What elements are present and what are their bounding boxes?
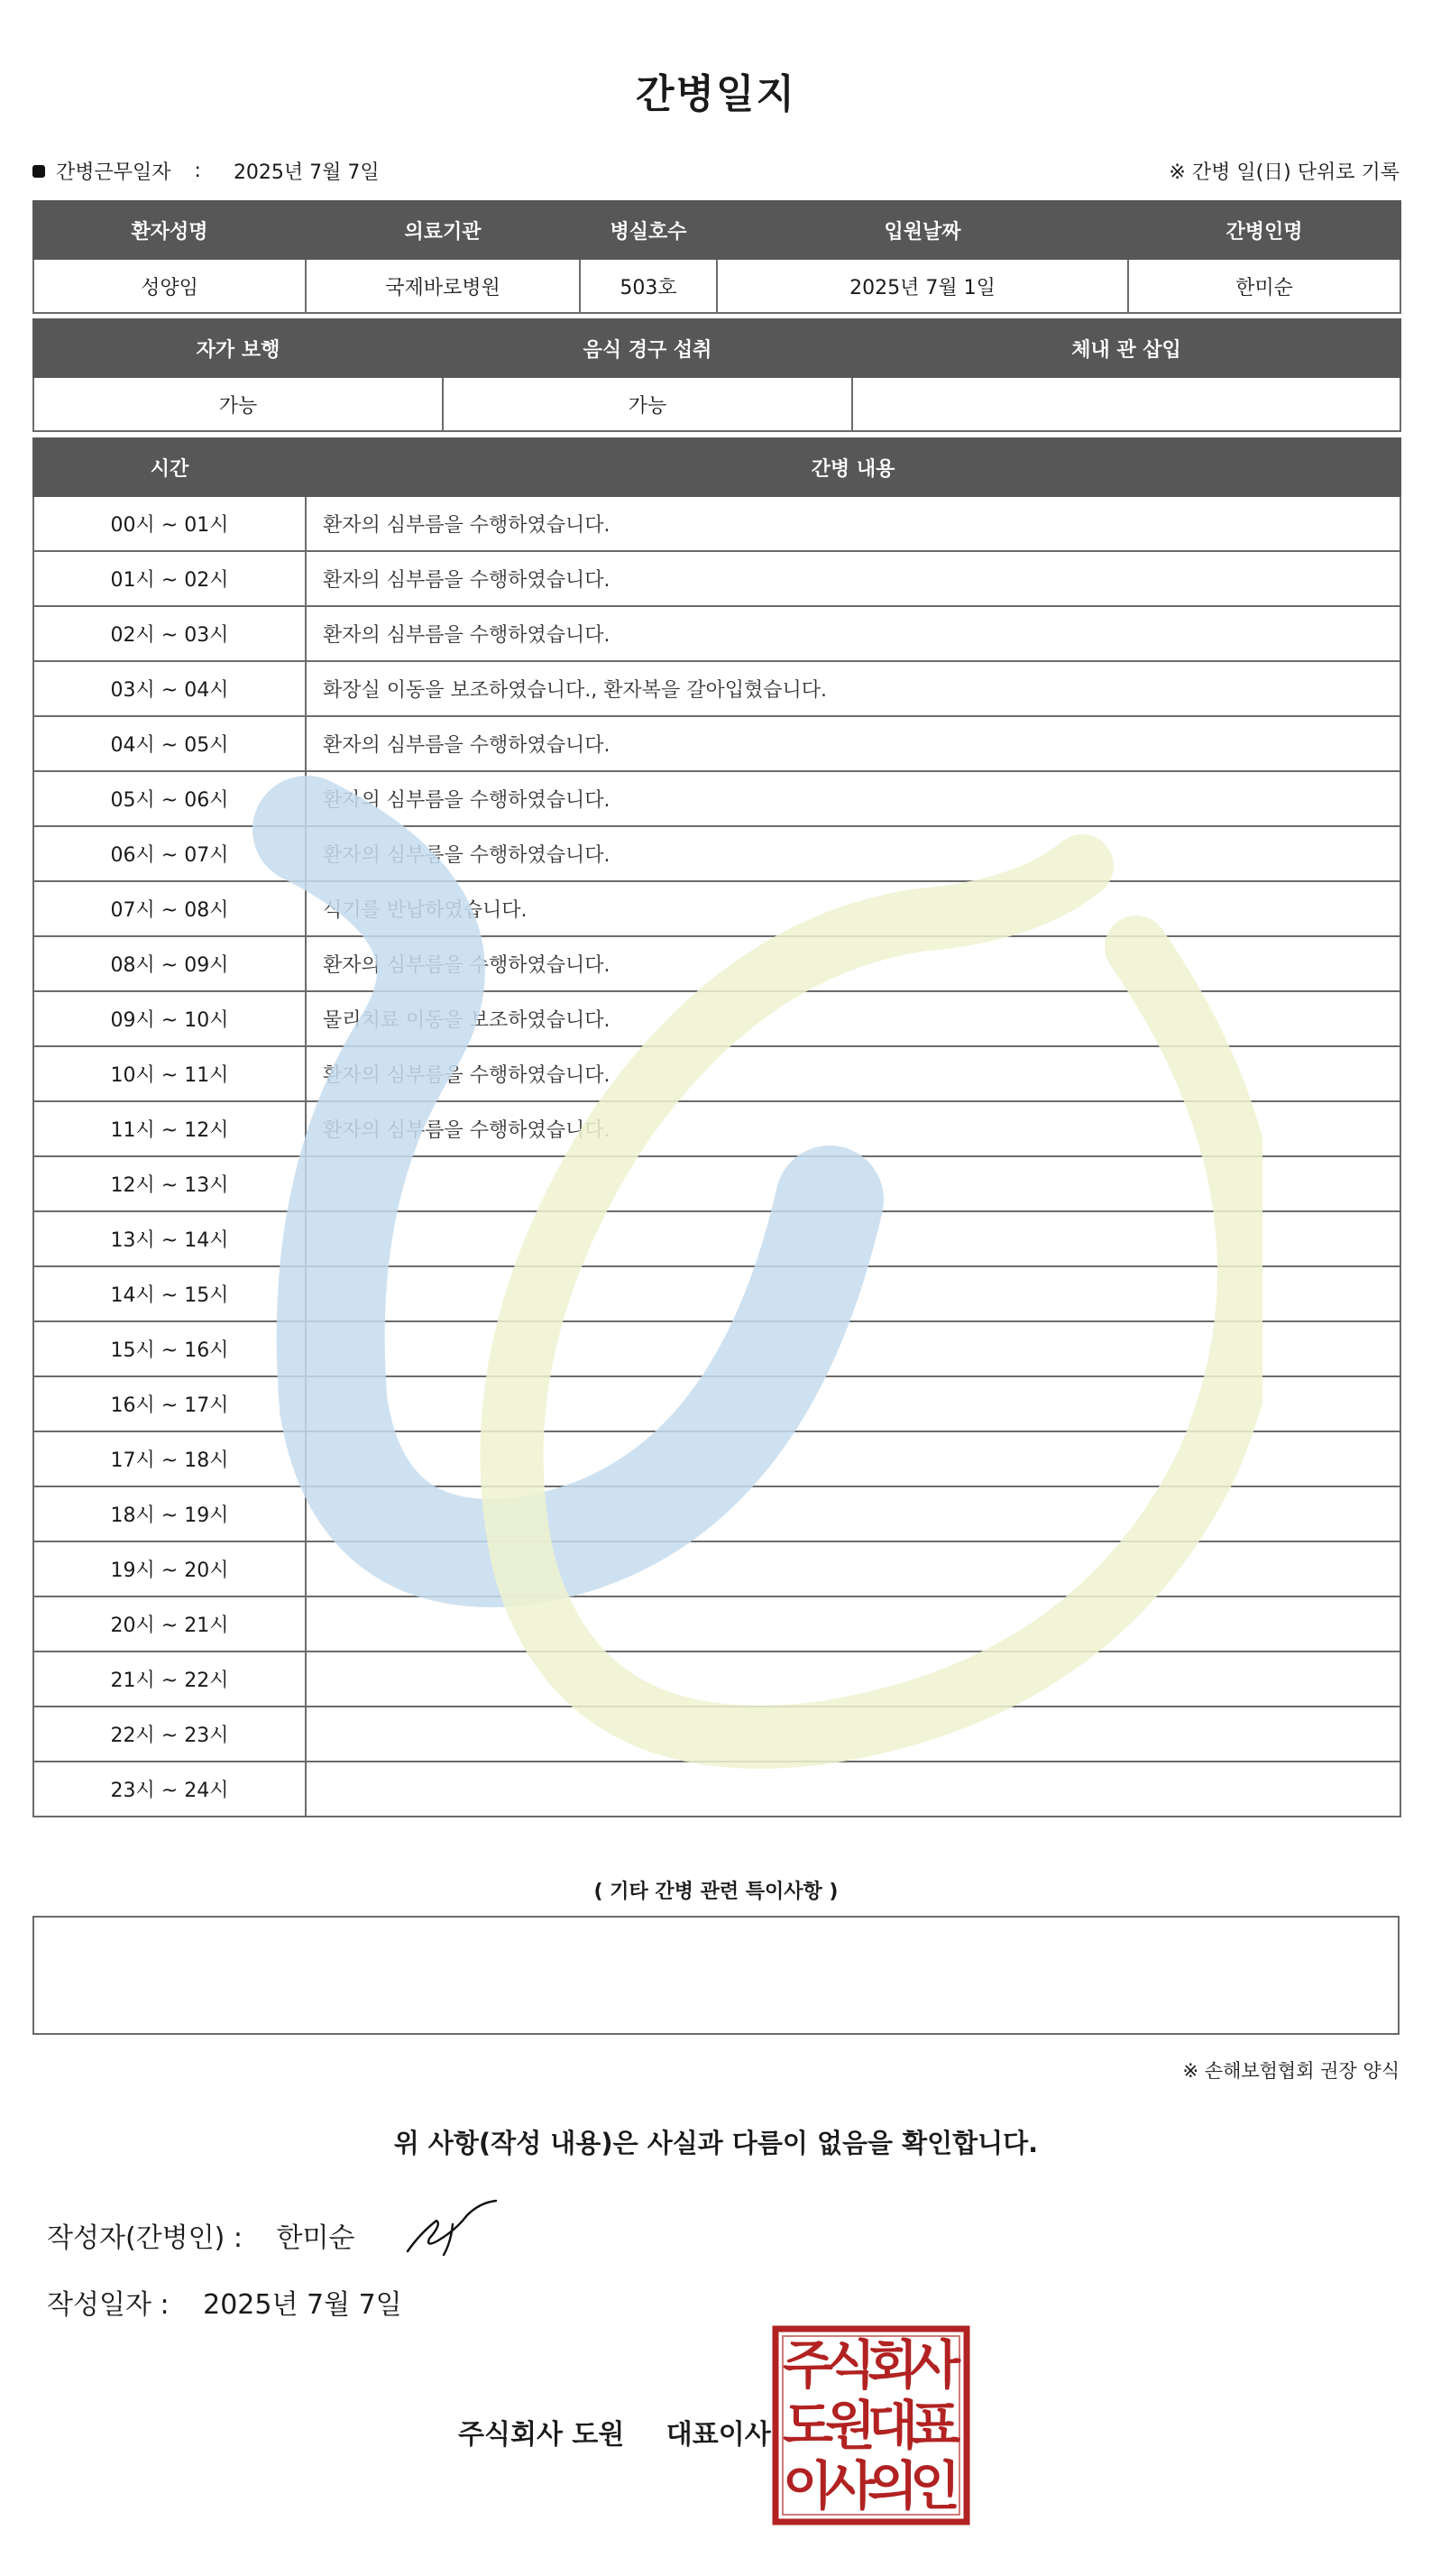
time-slot: 10시 ~ 11시 xyxy=(33,1046,306,1101)
table-row xyxy=(33,991,1400,1046)
svg-text:사: 사 xyxy=(909,2334,961,2396)
time-slot: 04시 ~ 05시 xyxy=(33,716,306,771)
care-log-table xyxy=(32,437,1401,1817)
time-slot: 23시 ~ 24시 xyxy=(33,1762,306,1817)
care-content xyxy=(306,1486,1400,1541)
signature-icon xyxy=(402,2197,501,2260)
care-content: 물리치료 이동을 보조하였습니다. xyxy=(306,991,1400,1046)
table-row xyxy=(33,661,1400,716)
header-time: 시간 xyxy=(33,438,306,496)
table-row xyxy=(33,1651,1400,1707)
work-date-label: 간병근무일자 xyxy=(56,161,171,184)
care-content: 환자의 심부름을 수행하였습니다. xyxy=(306,1101,1400,1156)
writer-label: 작성자(간병인) : xyxy=(47,2222,243,2254)
header-care-content: 간병 내용 xyxy=(306,438,1400,496)
time-slot: 03시 ~ 04시 xyxy=(33,661,306,716)
company-signoff xyxy=(458,2412,771,2452)
header-hospital: 의료기관 xyxy=(306,201,580,259)
header-caregiver-name: 간병인명 xyxy=(1128,201,1400,259)
care-content xyxy=(306,1651,1400,1707)
care-content: 환자의 심부름을 수행하였습니다. xyxy=(306,606,1400,661)
care-content: 환자의 심부름을 수행하였습니다. xyxy=(306,1046,1400,1101)
table-row xyxy=(33,716,1400,771)
table-row xyxy=(33,1101,1400,1156)
time-slot: 12시 ~ 13시 xyxy=(33,1156,306,1211)
written-date-value: 2025년 7월 7일 xyxy=(203,2289,402,2321)
table-row xyxy=(33,881,1400,936)
record-note: ※ 간병 일(日) 단위로 기록 xyxy=(1169,161,1400,184)
care-content xyxy=(306,1321,1400,1376)
care-content: 환자의 심부름을 수행하였습니다. xyxy=(306,936,1400,991)
care-content: 식기를 반납하였습니다. xyxy=(306,881,1400,936)
remarks-box xyxy=(32,1916,1400,2035)
time-slot: 07시 ~ 08시 xyxy=(33,881,306,936)
svg-text:도: 도 xyxy=(782,2395,834,2456)
care-content: 환자의 심부름을 수행하였습니다. xyxy=(306,826,1400,881)
table-row xyxy=(33,936,1400,991)
table-row xyxy=(33,1486,1400,1541)
table-row xyxy=(33,1541,1400,1596)
header-self-walking: 자가 보행 xyxy=(33,319,443,377)
company-seal-stamp xyxy=(772,2325,970,2525)
care-content xyxy=(306,1596,1400,1651)
care-content xyxy=(306,1156,1400,1211)
svg-text:주: 주 xyxy=(782,2334,834,2396)
care-content xyxy=(306,1376,1400,1431)
time-slot: 11시 ~ 12시 xyxy=(33,1101,306,1156)
self-walking-value: 가능 xyxy=(33,377,443,431)
representative-title: 대표이사 xyxy=(666,2419,771,2451)
table-row xyxy=(33,1211,1400,1266)
time-slot: 18시 ~ 19시 xyxy=(33,1486,306,1541)
caregiver-name: 한미순 xyxy=(1128,259,1400,313)
time-slot: 00시 ~ 01시 xyxy=(33,496,306,551)
hospital-name: 국제바로병원 xyxy=(306,259,580,313)
care-content: 환자의 심부름을 수행하였습니다. xyxy=(306,771,1400,826)
header-patient-name: 환자성명 xyxy=(33,201,306,259)
care-content xyxy=(306,1266,1400,1321)
svg-text:이: 이 xyxy=(782,2455,834,2516)
svg-text:표: 표 xyxy=(909,2395,961,2456)
admission-date: 2025년 7월 1일 xyxy=(717,259,1128,313)
time-slot: 08시 ~ 09시 xyxy=(33,936,306,991)
table-row xyxy=(33,496,1400,551)
written-date-row xyxy=(47,2282,402,2322)
svg-text:회: 회 xyxy=(867,2334,919,2396)
time-slot: 21시 ~ 22시 xyxy=(33,1651,306,1707)
care-content: 환자의 심부름을 수행하였습니다. xyxy=(306,496,1400,551)
time-slot: 22시 ~ 23시 xyxy=(33,1707,306,1762)
table-row xyxy=(33,771,1400,826)
tube-insertion-value xyxy=(852,377,1400,431)
table-row xyxy=(33,551,1400,606)
time-slot: 15시 ~ 16시 xyxy=(33,1321,306,1376)
care-content xyxy=(306,1762,1400,1817)
svg-text:의: 의 xyxy=(867,2455,919,2516)
svg-text:원: 원 xyxy=(824,2395,877,2456)
work-date-value: 2025년 7월 7일 xyxy=(233,161,380,184)
table-row xyxy=(33,1046,1400,1101)
header-room: 병실호수 xyxy=(580,201,717,259)
time-slot: 05시 ~ 06시 xyxy=(33,771,306,826)
bullet-icon xyxy=(32,165,45,178)
time-slot: 01시 ~ 02시 xyxy=(33,551,306,606)
table-row xyxy=(33,1707,1400,1762)
svg-text:식: 식 xyxy=(824,2334,877,2396)
table-row xyxy=(33,826,1400,881)
patient-name: 성양임 xyxy=(33,259,306,313)
time-slot: 06시 ~ 07시 xyxy=(33,826,306,881)
patient-info-table xyxy=(32,200,1401,314)
remarks-title: ( 기타 간병 관련 특이사항 ) xyxy=(593,1881,839,1903)
writer-name: 한미순 xyxy=(276,2222,355,2254)
time-slot: 09시 ~ 10시 xyxy=(33,991,306,1046)
page-title: 간병일지 xyxy=(635,71,796,117)
table-row xyxy=(33,1762,1400,1817)
header-admission-date: 입원날짜 xyxy=(717,201,1128,259)
time-slot: 19시 ~ 20시 xyxy=(33,1541,306,1596)
written-date-label: 작성일자 : xyxy=(47,2289,170,2321)
svg-text:대: 대 xyxy=(867,2395,919,2456)
work-date-colon: : xyxy=(194,160,201,182)
time-slot: 14시 ~ 15시 xyxy=(33,1266,306,1321)
table-row xyxy=(33,1266,1400,1321)
company-name: 주식회사 도원 xyxy=(458,2419,625,2451)
table-row xyxy=(33,1431,1400,1486)
time-slot: 20시 ~ 21시 xyxy=(33,1596,306,1651)
table-row xyxy=(33,1376,1400,1431)
svg-text:사: 사 xyxy=(824,2455,877,2516)
time-slot: 02시 ~ 03시 xyxy=(33,606,306,661)
care-content: 화장실 이동을 보조하였습니다., 환자복을 갈아입혔습니다. xyxy=(306,661,1400,716)
time-slot: 17시 ~ 18시 xyxy=(33,1431,306,1486)
room-number: 503호 xyxy=(580,259,717,313)
table-row xyxy=(33,1596,1400,1651)
patient-status-table xyxy=(32,318,1401,432)
care-content: 환자의 심부름을 수행하였습니다. xyxy=(306,716,1400,771)
table-row xyxy=(33,606,1400,661)
care-content: 환자의 심부름을 수행하였습니다. xyxy=(306,551,1400,606)
time-slot: 13시 ~ 14시 xyxy=(33,1211,306,1266)
table-row xyxy=(33,1321,1400,1376)
oral-intake-value: 가능 xyxy=(443,377,852,431)
header-tube-insertion: 체내 관 삽입 xyxy=(852,319,1400,377)
care-content xyxy=(306,1431,1400,1486)
svg-text:인: 인 xyxy=(909,2455,961,2516)
care-content xyxy=(306,1211,1400,1266)
care-content xyxy=(306,1707,1400,1762)
time-slot: 16시 ~ 17시 xyxy=(33,1376,306,1431)
header-oral-intake: 음식 경구 섭취 xyxy=(443,319,852,377)
care-content xyxy=(306,1541,1400,1596)
work-date-row xyxy=(32,157,1400,188)
confirmation-statement: 위 사항(작성 내용)은 사실과 다름이 없음을 확인합니다. xyxy=(393,2128,1039,2158)
table-row xyxy=(33,1156,1400,1211)
writer-row xyxy=(47,2215,354,2255)
form-note: ※ 손해보험협회 권장 양식 xyxy=(1182,2060,1400,2082)
